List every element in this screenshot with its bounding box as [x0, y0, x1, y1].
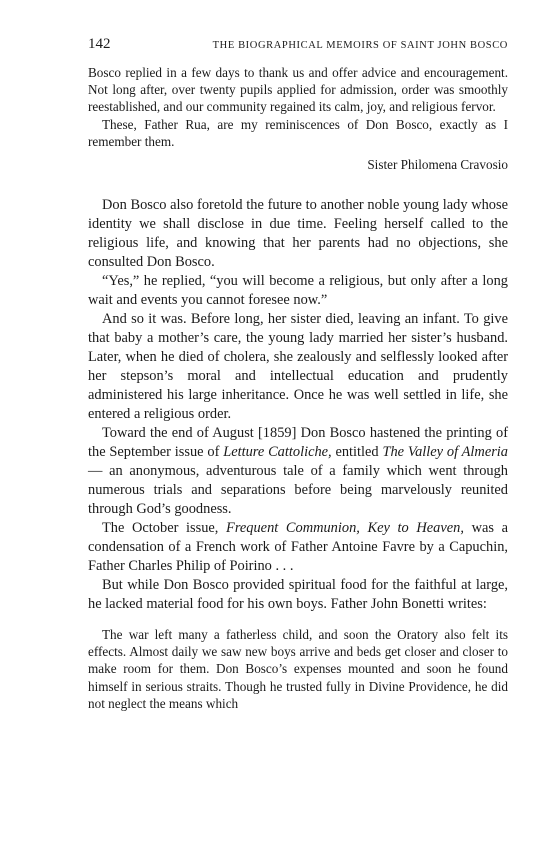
- body-paragraph: [88, 424, 508, 519]
- text-run: — an anonymous, adventurous tale of a family which went through numerous trials and separations before being marvelously reunited through God’s goodness.: [88, 463, 508, 518]
- quote-paragraph: Bosco replied in a few days to thank us and offer advice and encouragement. Not long after, over twenty pupils applied for admission, order was smoothly reestablished, and our community regained its calm, joy, and religious fervor.: [88, 65, 508, 115]
- page-header: [88, 36, 508, 58]
- body-paragraph: And so it was. Before long, her sister died, leaving an infant. To give that baby a mother’s care, the young lady married her sister’s husband. Later, when he died of cholera, she zealously and selflessly looked after her stepson’s moral and intellectual education and prudently administered his large inheritance. Once he was well settled in life, she entered a religious order.: [88, 311, 508, 423]
- quote-paragraph: These, Father Rua, are my reminiscences of Don Bosco, exactly as I remember them.: [88, 116, 508, 149]
- quote-signature: Sister Philomena Cravosio: [367, 157, 508, 173]
- book-page: [88, 36, 508, 712]
- body-paragraph: “Yes,” he replied, “you will become a religious, but only after a long wait and events you cannot foresee now.”: [88, 273, 508, 309]
- quote-paragraph: The war left many a fatherless child, and soon the Oratory also felt its effects. Almost daily we saw new boys arrive and beds get closer and closer to make room for them. Don Bosco’s expenses mounted and soon he found himself in serious straits. Though he trusted fully in Divine Providence, he did not neglect the means which: [88, 627, 508, 711]
- bottom-quote: [88, 626, 508, 712]
- italic-title: Frequent Communion, Key to Heaven,: [226, 520, 464, 537]
- text-run: was a condensation of a French work of Father Antoine Favre by a Capuchin, Father Charles Philip of Poirino . . .: [88, 520, 508, 575]
- italic-title: The Valley of Almeria: [382, 444, 509, 461]
- page-number: 142: [88, 36, 111, 52]
- spacer: [88, 614, 508, 626]
- body-text: [88, 196, 508, 614]
- running-title: THE BIOGRAPHICAL MEMOIRS OF SAINT JOHN BOSCO: [212, 40, 508, 51]
- text-run: The October issue,: [102, 520, 227, 537]
- top-quote: [88, 64, 508, 150]
- body-paragraph: [88, 519, 508, 576]
- text-run: Toward the end of August [1859] Don Bosco hastened the printing of the September issue of: [88, 425, 508, 461]
- italic-title: Letture Cattoliche,: [223, 444, 332, 461]
- body-paragraph: Don Bosco also foretold the future to another noble young lady whose identity we shall disclose in due time. Feeling herself called to the religious life, and knowing that her parents had no objections, she consulted Don Bosco.: [88, 197, 508, 271]
- body-paragraph: But while Don Bosco provided spiritual food for the faithful at large, he lacked material food for his own boys. Father John Bonetti writes:: [88, 577, 508, 613]
- text-run: entitled: [331, 444, 383, 461]
